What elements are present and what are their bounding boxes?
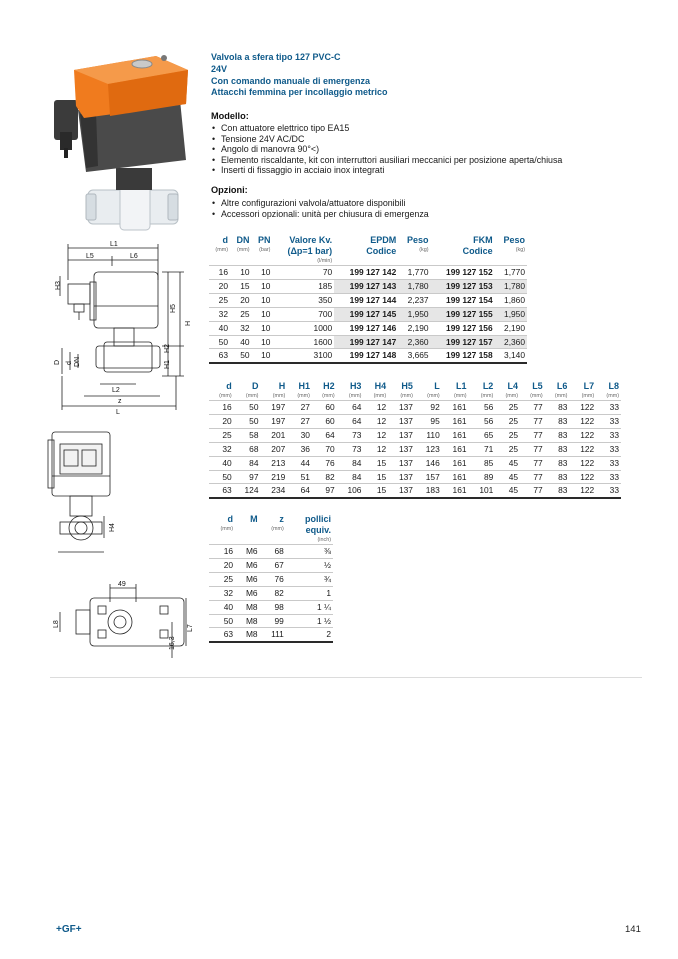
heading-line: 24V bbox=[211, 63, 228, 74]
table-cell: 199 127 148 bbox=[334, 349, 398, 363]
table-cell: 161 bbox=[442, 428, 469, 442]
table-cell: 137 bbox=[388, 414, 415, 428]
table-cell: 68 bbox=[234, 442, 261, 456]
threads-table bbox=[209, 514, 333, 643]
divider bbox=[50, 677, 642, 678]
dim-label: H2 bbox=[164, 344, 171, 353]
page-number: 141 bbox=[625, 924, 641, 935]
table-cell: 85 bbox=[469, 456, 496, 470]
table-cell: 76 bbox=[312, 456, 337, 470]
table-cell: 199 127 154 bbox=[431, 293, 495, 307]
table-cell: 64 bbox=[337, 414, 364, 428]
table-cell: 30 bbox=[287, 428, 312, 442]
table-cell: 12 bbox=[363, 401, 388, 415]
col-header: FKM Codice bbox=[462, 235, 493, 256]
table-cell: 199 127 155 bbox=[431, 307, 495, 321]
table-cell: 25 bbox=[209, 428, 234, 442]
opzioni-title: Opzioni: bbox=[211, 185, 248, 195]
table-row bbox=[209, 428, 621, 442]
table-cell: M8 bbox=[235, 628, 260, 642]
table-cell: 64 bbox=[337, 401, 364, 415]
col-header: H1 (mm) bbox=[297, 381, 310, 399]
table-cell: 40 bbox=[230, 335, 252, 349]
table-cell: 36 bbox=[287, 442, 312, 456]
col-header: Peso (kg) bbox=[503, 235, 525, 253]
table-cell: M8 bbox=[235, 600, 260, 614]
table-header-row bbox=[209, 514, 333, 545]
table-cell: 350 bbox=[272, 293, 334, 307]
table-cell: 1,860 bbox=[495, 293, 527, 307]
table-cell: 137 bbox=[388, 484, 415, 498]
col-header: L8 (mm) bbox=[606, 381, 619, 399]
table-cell: 197 bbox=[260, 401, 287, 415]
table-cell: 45 bbox=[495, 484, 520, 498]
table-cell: 15 bbox=[230, 279, 252, 293]
table-cell: 213 bbox=[260, 456, 287, 470]
table-cell: 122 bbox=[569, 401, 596, 415]
table-cell: 199 127 158 bbox=[431, 349, 495, 363]
table-cell: ¾ bbox=[286, 572, 333, 586]
table-cell: 70 bbox=[312, 442, 337, 456]
table-cell: 1,780 bbox=[398, 279, 430, 293]
table-row bbox=[209, 545, 333, 559]
table-cell: 20 bbox=[209, 558, 235, 572]
table-cell: 25 bbox=[209, 572, 235, 586]
table-cell: 2,190 bbox=[495, 321, 527, 335]
product-photo bbox=[40, 48, 192, 238]
col-header: d (mm) bbox=[219, 381, 232, 399]
table-cell: 33 bbox=[596, 456, 621, 470]
table-cell: 122 bbox=[569, 414, 596, 428]
table-cell: 40 bbox=[209, 456, 234, 470]
table-cell: 12 bbox=[363, 428, 388, 442]
table-cell: 185 bbox=[272, 279, 334, 293]
table-cell: 106 bbox=[337, 484, 364, 498]
table-cell: 137 bbox=[388, 428, 415, 442]
table-cell: 122 bbox=[569, 456, 596, 470]
table-cell: 2,190 bbox=[398, 321, 430, 335]
table-cell: 77 bbox=[520, 484, 545, 498]
table-cell: 1 bbox=[286, 586, 333, 600]
opzioni-item: • Altre configurazioni valvola/attuatore disponibili bbox=[211, 198, 429, 209]
col-header: L1 (mm) bbox=[453, 381, 467, 399]
table-cell: 10 bbox=[252, 266, 273, 280]
table-cell: 10 bbox=[252, 335, 273, 349]
table-cell: ⅜ bbox=[286, 545, 333, 559]
table-row bbox=[209, 401, 621, 415]
table-row bbox=[209, 414, 621, 428]
table-cell: 1,950 bbox=[495, 307, 527, 321]
table-cell: 2,237 bbox=[398, 293, 430, 307]
table-cell: 82 bbox=[260, 586, 286, 600]
table-cell: 20 bbox=[230, 293, 252, 307]
dim-label: H1 bbox=[164, 360, 171, 369]
table-row bbox=[209, 335, 527, 349]
table-cell: 3100 bbox=[272, 349, 334, 363]
table-cell: 25 bbox=[495, 414, 520, 428]
table-cell: 77 bbox=[520, 470, 545, 484]
table-cell: 33 bbox=[596, 414, 621, 428]
dim-label: d bbox=[66, 361, 73, 365]
table-cell: 99 bbox=[260, 614, 286, 628]
col-header: H2 (mm) bbox=[322, 381, 335, 399]
table-cell: 71 bbox=[469, 442, 496, 456]
col-header: H (mm) bbox=[272, 381, 286, 399]
table-cell: 10 bbox=[252, 321, 273, 335]
table-cell: 63 bbox=[209, 628, 235, 642]
table-cell: 67 bbox=[260, 558, 286, 572]
table-cell: 82 bbox=[312, 470, 337, 484]
col-header: Peso (kg) bbox=[407, 235, 429, 253]
table-cell: 20 bbox=[209, 279, 230, 293]
table-cell: 32 bbox=[209, 442, 234, 456]
table-cell: 97 bbox=[234, 470, 261, 484]
table-row bbox=[209, 586, 333, 600]
heading-line: Con comando manuale di emergenza bbox=[211, 75, 371, 86]
table-cell: 83 bbox=[545, 428, 570, 442]
table-cell: 161 bbox=[442, 442, 469, 456]
table-cell: 199 127 152 bbox=[431, 266, 495, 280]
table-cell: 63 bbox=[209, 484, 234, 498]
table-cell: 50 bbox=[209, 335, 230, 349]
table-cell: 77 bbox=[520, 401, 545, 415]
table-cell: 122 bbox=[569, 428, 596, 442]
col-header: L5 (mm) bbox=[530, 381, 543, 399]
dim-label: 49 bbox=[118, 581, 126, 588]
table-cell: 60 bbox=[312, 414, 337, 428]
table-cell: 1600 bbox=[272, 335, 334, 349]
dim-label: L bbox=[116, 409, 120, 416]
col-header: H4 (mm) bbox=[373, 381, 387, 399]
table-cell: 12 bbox=[363, 414, 388, 428]
table-cell: 1,950 bbox=[398, 307, 430, 321]
table-cell: 137 bbox=[388, 456, 415, 470]
table-cell: 199 127 157 bbox=[431, 335, 495, 349]
table-cell: 234 bbox=[260, 484, 287, 498]
table-cell: 123 bbox=[415, 442, 442, 456]
col-header: PN (bar) bbox=[257, 235, 271, 253]
table-cell: 64 bbox=[287, 484, 312, 498]
table-header-row bbox=[209, 381, 621, 401]
modello-item: • Tensione 24V AC/DC bbox=[211, 134, 562, 145]
modello-item: • Angolo di manovra 90°<) bbox=[211, 144, 562, 155]
table-cell: 84 bbox=[234, 456, 261, 470]
table-cell: 77 bbox=[520, 414, 545, 428]
table-cell: 15 bbox=[363, 484, 388, 498]
table-cell: 137 bbox=[388, 401, 415, 415]
table-cell: 77 bbox=[520, 456, 545, 470]
table-cell: 60 bbox=[312, 401, 337, 415]
table-row bbox=[209, 442, 621, 456]
table-cell: 122 bbox=[569, 442, 596, 456]
table-cell: 3,140 bbox=[495, 349, 527, 363]
table-cell: 83 bbox=[545, 484, 570, 498]
table-cell: 40 bbox=[209, 600, 235, 614]
col-header: d (mm) bbox=[220, 514, 234, 532]
table-cell: 98 bbox=[260, 600, 286, 614]
table-cell: 44 bbox=[287, 456, 312, 470]
table-cell: 197 bbox=[260, 414, 287, 428]
table-cell: 25 bbox=[209, 293, 230, 307]
dimensions-table bbox=[209, 381, 621, 499]
dim-label: H bbox=[185, 320, 192, 326]
table-cell: 199 127 144 bbox=[334, 293, 398, 307]
dim-label: DN bbox=[74, 356, 81, 367]
table-cell: 122 bbox=[569, 484, 596, 498]
table-row bbox=[209, 456, 621, 470]
table-cell: 50 bbox=[230, 349, 252, 363]
table-cell: 16 bbox=[209, 266, 230, 280]
table-cell: 1,770 bbox=[495, 266, 527, 280]
table-cell: 700 bbox=[272, 307, 334, 321]
table-cell: 1 ½ bbox=[286, 614, 333, 628]
table-cell: ½ bbox=[286, 558, 333, 572]
table-cell: 10 bbox=[252, 307, 273, 321]
table-cell: 124 bbox=[234, 484, 261, 498]
table-cell: 77 bbox=[520, 442, 545, 456]
table-cell: 51 bbox=[287, 470, 312, 484]
dim-label: 16,3 bbox=[169, 636, 176, 650]
table-cell: 84 bbox=[337, 470, 364, 484]
table-cell: 73 bbox=[337, 442, 364, 456]
table-cell: 10 bbox=[252, 279, 273, 293]
dim-label: H5 bbox=[170, 304, 177, 313]
table-cell: 32 bbox=[230, 321, 252, 335]
table-cell: 50 bbox=[209, 614, 235, 628]
table-cell: 58 bbox=[234, 428, 261, 442]
table-cell: 83 bbox=[545, 401, 570, 415]
opzioni-item: • Accessori opzionali: unità per chiusura di emergenza bbox=[211, 209, 429, 220]
col-header: H3 (mm) bbox=[348, 381, 362, 399]
table-cell: 2,360 bbox=[398, 335, 430, 349]
table-cell: 68 bbox=[260, 545, 286, 559]
table-cell: 27 bbox=[287, 414, 312, 428]
table-cell: 201 bbox=[260, 428, 287, 442]
table-cell: 199 127 145 bbox=[334, 307, 398, 321]
col-header: DN (mm) bbox=[236, 235, 250, 253]
table-cell: 157 bbox=[415, 470, 442, 484]
dim-label: D bbox=[54, 359, 61, 365]
table-cell: 84 bbox=[337, 456, 364, 470]
modello-item: • Con attuatore elettrico tipo EA15 bbox=[211, 123, 562, 134]
table-cell: 76 bbox=[260, 572, 286, 586]
col-header: L6 (mm) bbox=[554, 381, 568, 399]
table-cell: 65 bbox=[469, 428, 496, 442]
table-cell: M6 bbox=[235, 572, 260, 586]
table-cell: 56 bbox=[469, 414, 496, 428]
table-cell: 33 bbox=[596, 428, 621, 442]
table-row bbox=[209, 279, 527, 293]
table-cell: 10 bbox=[252, 349, 273, 363]
col-header: L7 (mm) bbox=[581, 381, 595, 399]
table-cell: 25 bbox=[230, 307, 252, 321]
table-cell: 33 bbox=[596, 484, 621, 498]
table-row bbox=[209, 614, 333, 628]
modello-title: Modello: bbox=[211, 111, 249, 121]
table-row bbox=[209, 349, 527, 363]
table-cell: 207 bbox=[260, 442, 287, 456]
table-row bbox=[209, 484, 621, 498]
table-cell: 45 bbox=[495, 456, 520, 470]
table-cell: 12 bbox=[363, 442, 388, 456]
table-cell: 15 bbox=[363, 470, 388, 484]
table-cell: 161 bbox=[442, 401, 469, 415]
table-cell: 122 bbox=[569, 470, 596, 484]
heading-line: Valvola a sfera tipo 127 PVC-C bbox=[211, 52, 341, 62]
table-cell: 25 bbox=[495, 428, 520, 442]
table-cell: 161 bbox=[442, 470, 469, 484]
table-cell: 137 bbox=[388, 442, 415, 456]
dim-label: L7 bbox=[187, 624, 194, 632]
col-header: z (mm) bbox=[271, 514, 284, 532]
table-cell: 10 bbox=[252, 293, 273, 307]
table-row bbox=[209, 266, 527, 280]
col-header: pollici equiv. (inch) bbox=[304, 514, 331, 543]
dim-label: H4 bbox=[109, 523, 116, 532]
table-cell: 32 bbox=[209, 586, 235, 600]
table-cell: 56 bbox=[469, 401, 496, 415]
dim-label: L2 bbox=[112, 387, 120, 394]
table-cell: 50 bbox=[234, 414, 261, 428]
product-heading bbox=[211, 52, 651, 99]
table-cell: 146 bbox=[415, 456, 442, 470]
table-cell: 219 bbox=[260, 470, 287, 484]
table-cell: 97 bbox=[312, 484, 337, 498]
table-cell: 33 bbox=[596, 470, 621, 484]
dim-label: z bbox=[118, 398, 122, 405]
table-cell: 199 127 156 bbox=[431, 321, 495, 335]
table-cell: 1000 bbox=[272, 321, 334, 335]
table-cell: 83 bbox=[545, 414, 570, 428]
table-cell: M8 bbox=[235, 614, 260, 628]
table-cell: 83 bbox=[545, 470, 570, 484]
table-cell: 1,770 bbox=[398, 266, 430, 280]
table-cell: 199 127 143 bbox=[334, 279, 398, 293]
table-cell: 199 127 153 bbox=[431, 279, 495, 293]
table-cell: 73 bbox=[337, 428, 364, 442]
heading-line: Attacchi femmina per incollaggio metrico bbox=[211, 87, 388, 98]
table-cell: 2 bbox=[286, 628, 333, 642]
table-cell: M6 bbox=[235, 586, 260, 600]
dim-label: L8 bbox=[53, 620, 60, 628]
col-header: D (mm) bbox=[245, 381, 259, 399]
table-cell: 1 ¼ bbox=[286, 600, 333, 614]
table-cell: 83 bbox=[545, 442, 570, 456]
table-cell: 16 bbox=[209, 401, 234, 415]
dim-label: H3 bbox=[55, 281, 62, 290]
table-cell: 101 bbox=[469, 484, 496, 498]
table-cell: 83 bbox=[545, 456, 570, 470]
table-cell: 161 bbox=[442, 414, 469, 428]
col-header: M bbox=[250, 514, 258, 524]
col-header: H5 (mm) bbox=[400, 381, 413, 399]
modello-item: • Elemento riscaldante, kit con interruttori ausiliari meccanici per posizione aperta/chiusa bbox=[211, 155, 562, 166]
table-cell: 183 bbox=[415, 484, 442, 498]
table-cell: 95 bbox=[415, 414, 442, 428]
col-header: Valore Kv. (Δp=1 bar) (l/min) bbox=[287, 235, 333, 264]
opzioni-section bbox=[211, 185, 429, 219]
table-row bbox=[209, 307, 527, 321]
codes-table bbox=[209, 235, 527, 364]
table-cell: 32 bbox=[209, 307, 230, 321]
table-cell: 92 bbox=[415, 401, 442, 415]
table-cell: M6 bbox=[235, 545, 260, 559]
table-cell: 64 bbox=[312, 428, 337, 442]
table-cell: 33 bbox=[596, 401, 621, 415]
dim-label: L1 bbox=[110, 241, 118, 248]
col-header: L2 (mm) bbox=[480, 381, 494, 399]
table-cell: 40 bbox=[209, 321, 230, 335]
technical-drawings bbox=[40, 236, 200, 666]
table-cell: 16 bbox=[209, 545, 235, 559]
table-cell: 45 bbox=[495, 470, 520, 484]
table-cell: 50 bbox=[209, 470, 234, 484]
modello-section bbox=[211, 111, 562, 176]
table-cell: 20 bbox=[209, 414, 234, 428]
modello-item: • Inserti di fissaggio in acciaio inox integrati bbox=[211, 165, 562, 176]
table-cell: 199 127 147 bbox=[334, 335, 398, 349]
table-cell: 70 bbox=[272, 266, 334, 280]
table-row bbox=[209, 558, 333, 572]
table-row bbox=[209, 628, 333, 642]
dim-label: L6 bbox=[130, 253, 138, 260]
table-cell: 89 bbox=[469, 470, 496, 484]
dim-label: L5 bbox=[86, 253, 94, 260]
table-row bbox=[209, 600, 333, 614]
table-row bbox=[209, 321, 527, 335]
table-cell: 25 bbox=[495, 442, 520, 456]
table-row bbox=[209, 572, 333, 586]
table-cell: 3,665 bbox=[398, 349, 430, 363]
col-header: d (mm) bbox=[215, 235, 228, 253]
gf-logo: +GF+ bbox=[56, 924, 82, 935]
table-cell: 10 bbox=[230, 266, 252, 280]
table-cell: 15 bbox=[363, 456, 388, 470]
table-cell: 1,780 bbox=[495, 279, 527, 293]
table-cell: 110 bbox=[415, 428, 442, 442]
table-cell: 199 127 146 bbox=[334, 321, 398, 335]
table-cell: 137 bbox=[388, 470, 415, 484]
col-header: L (mm) bbox=[427, 381, 440, 399]
col-header: EPDM Codice bbox=[366, 235, 397, 256]
table-cell: 77 bbox=[520, 428, 545, 442]
table-cell: 161 bbox=[442, 456, 469, 470]
table-cell: 33 bbox=[596, 442, 621, 456]
table-cell: 50 bbox=[234, 401, 261, 415]
table-cell: 111 bbox=[260, 628, 286, 642]
table-row bbox=[209, 470, 621, 484]
table-row bbox=[209, 293, 527, 307]
table-cell: 2,360 bbox=[495, 335, 527, 349]
table-cell: M6 bbox=[235, 558, 260, 572]
table-cell: 63 bbox=[209, 349, 230, 363]
table-header-row bbox=[209, 235, 527, 266]
table-cell: 25 bbox=[495, 401, 520, 415]
col-header: L4 (mm) bbox=[505, 381, 519, 399]
table-cell: 27 bbox=[287, 401, 312, 415]
table-cell: 161 bbox=[442, 484, 469, 498]
table-cell: 199 127 142 bbox=[334, 266, 398, 280]
